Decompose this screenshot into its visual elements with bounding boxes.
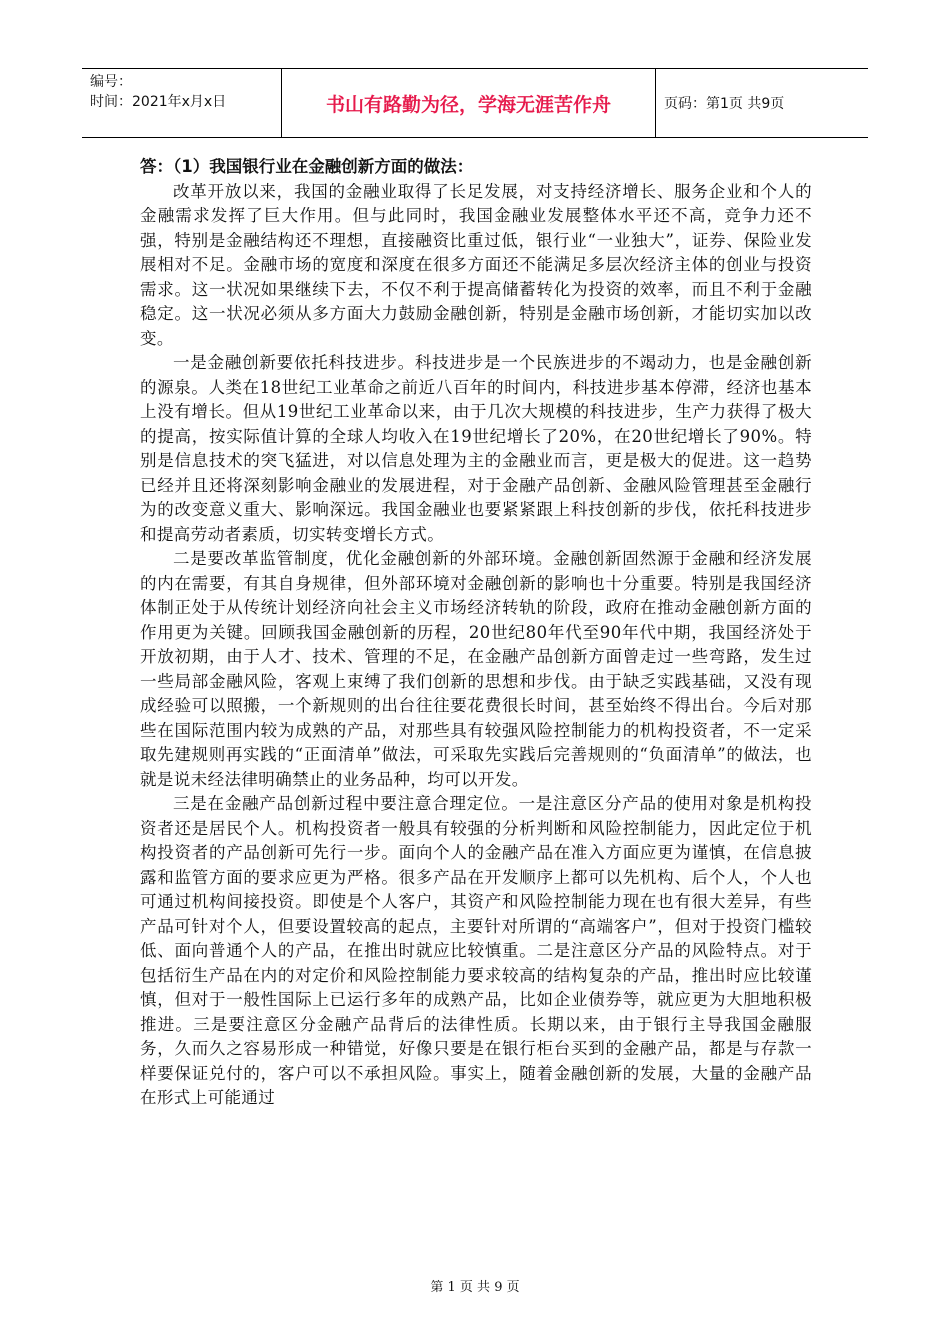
paragraph-2: 一是金融创新要依托科技进步。科技进步是一个民族进步的不竭动力，也是金融创新的源泉。人类在18世纪工业革命之前近八百年的时间内，科技进步基本停滞，经济也基本上没有增长。但从19世纪工业革命以来，由于几次大规模的科技进步，生产力获得了极大的提高，按实际值计算的全球人均收入在19世纪增长了20%，在20世纪增长了90%。特别是信息技术的突飞猛进，对以信息处理为主的金融业而言，更是极大的促进。这一趋势已经并且还将深刻影响金融业的发展进程，对于金融产品创新、金融风险管理甚至金融行为的改变意义重大、影响深远。我国金融业也要紧紧跟上科技创新的步伐，依托科技进步和提高劳动者素质，切实转变增长方式。 [140, 353, 812, 544]
document-body [140, 155, 812, 1111]
paragraph-1: 改革开放以来，我国的金融业取得了长足发展，对支持经济增长、服务企业和个人的金融需求发挥了巨大作用。但与此同时，我国金融业发展整体水平还不高，竞争力还不强，特别是金融结构还不理想，直接融资比重过低，银行业“一业独大”，证券、保险业发展相对不足。金融市场的宽度和深度在很多方面还不能满足多层次经济主体的创业与投资需求。这一状况如果继续下去，不仅不利于提高储蓄转化为投资的效率，而且不利于金融稳定。这一状况必须从多方面大力鼓励金融创新，特别是金融市场创新，才能切实加以改变。 [140, 181, 812, 348]
header-page-info: 页码：第1页 共9页 [664, 96, 785, 112]
paragraph-3: 二是要改革监管制度，优化金融创新的外部环境。金融创新固然源于金融和经济发展的内在需要，有其自身规律，但外部环境对金融创新的影响也十分重要。特别是我国经济体制正处于从传统计划经济向社会主义市场经济转轨的阶段，政府在推动金融创新方面的作用更为关键。回顾我国金融创新的历程，20世纪80年代至90年代中期，我国经济处于开放初期，由于人才、技术、管理的不足，在金融产品创新方面曾走过一些弯路，发生过一些局部金融风险，客观上束缚了我们创新的思想和步伐。由于缺乏实践基础，又没有现成经验可以照搬，一个新规则的出台往往要花费很长时间，甚至始终不得出台。今后对那些在国际范围内较为成熟的产品，对那些具有较强风险控制能力的机构投资者，不一定采取先建规则再实践的“正面清单”做法，可采取先实践后完善规则的“负面清单”的做法，也就是说未经法律明确禁止的业务品种，均可以开发。 [140, 549, 812, 789]
page-header [82, 68, 868, 138]
document-time: 时间：2021年x月x日 [90, 94, 227, 110]
header-meta [82, 69, 282, 137]
answer-heading: 答：（1）我国银行业在金融创新方面的做法： [140, 157, 474, 176]
document-number: 编号： [90, 74, 132, 90]
header-slogan: 书山有路勤为径，学海无涯苦作舟 [282, 69, 656, 137]
page-footer: 第 1 页 共 9 页 [430, 1280, 520, 1295]
paragraph-4: 三是在金融产品创新过程中要注意合理定位。一是注意区分产品的使用对象是机构投资者还是居民个人。机构投资者一般具有较强的分析判断和风险控制能力，因此定位于机构投资者的产品创新可先行一步。面向个人的金融产品在准入方面应更为谨慎，在信息披露和监管方面的要求应更为严格。很多产品在开发顺序上都可以先机构、后个人，个人也可通过机构间接投资。即使是个人客户，其资产和风险控制能力现在也有很大差异，有些产品可针对个人，但要设置较高的起点，主要针对所谓的“高端客户”，但对于投资门槛较低、面向普通个人的产品，在推出时就应比较慎重。二是注意区分产品的风险特点。对于包括衍生产品在内的对定价和风险控制能力要求较高的结构复杂的产品，推出时应比较谨慎，但对于一般性国际上已运行多年的成熟产品，比如企业债券等，就应更为大胆地积极推进。三是要注意区分金融产品背后的法律性质。长期以来，由于银行主导我国金融服务，久而久之容易形成一种错觉，好像只要是在银行柜台买到的金融产品，都是与存款一样要保证兑付的，客户可以不承担风险。事实上，随着金融创新的发展，大量的金融产品在形式上可能通过 [140, 794, 812, 1107]
